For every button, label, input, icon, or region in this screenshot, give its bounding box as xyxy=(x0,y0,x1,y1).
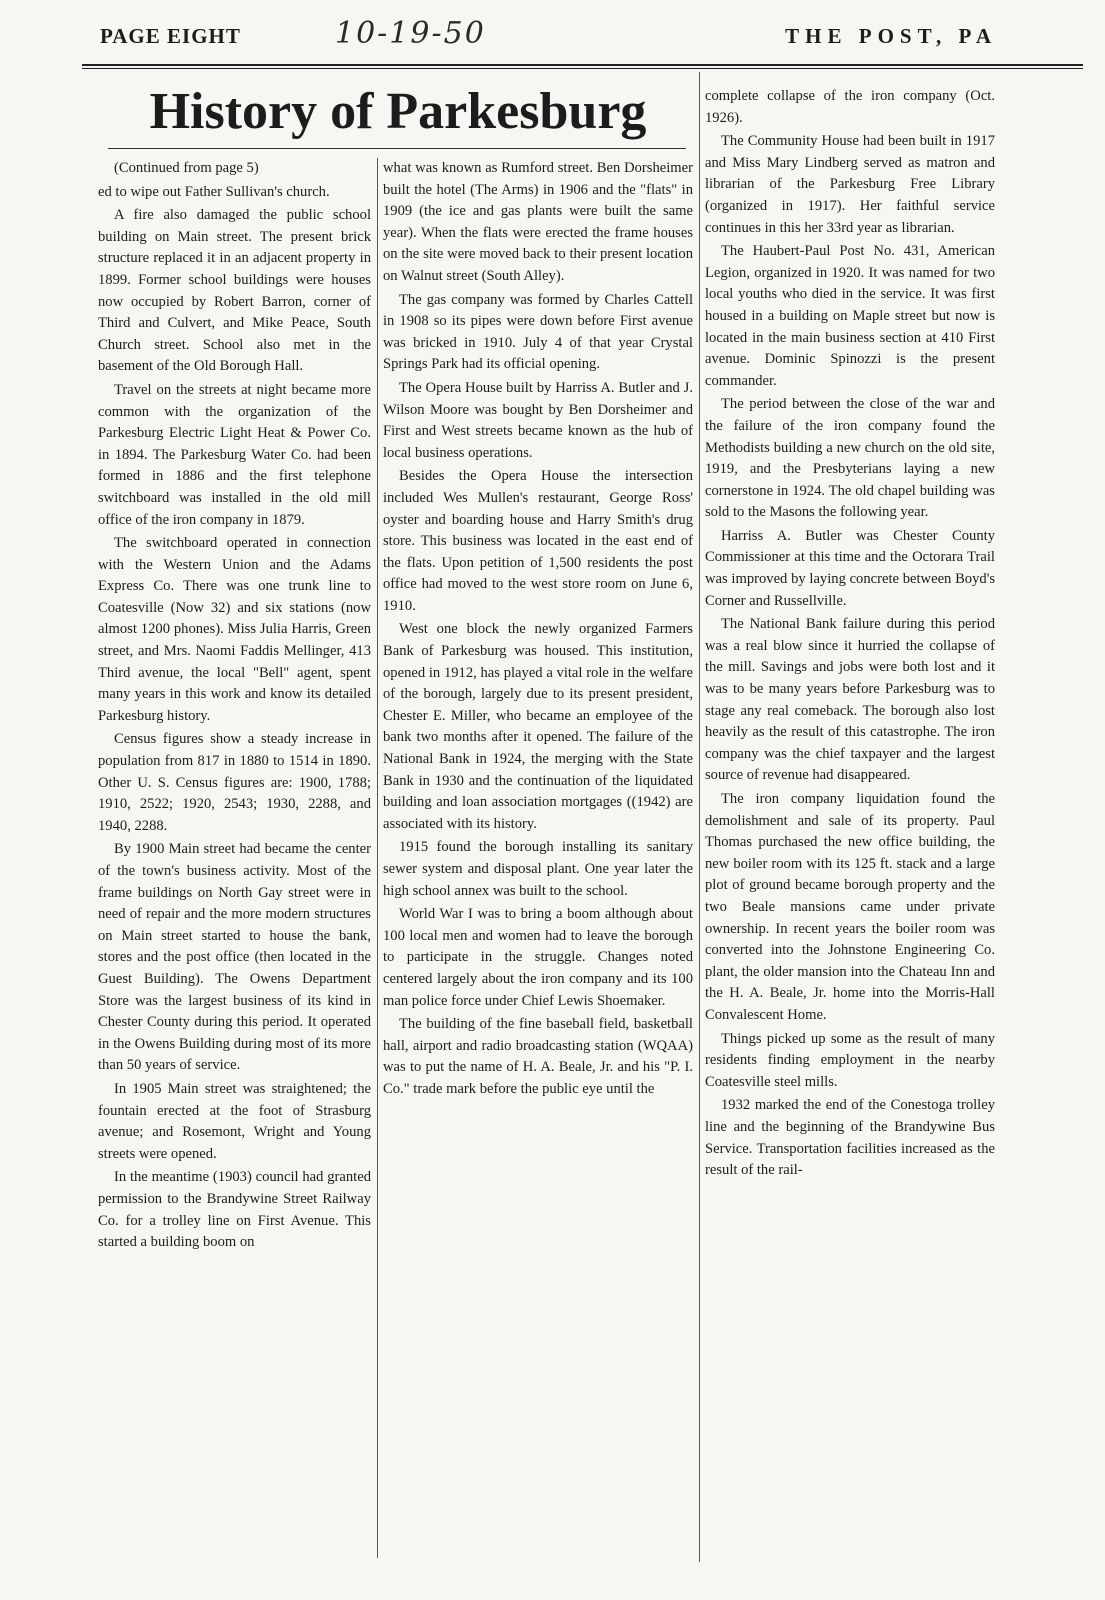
handwritten-date: 10-19-50 xyxy=(335,16,486,51)
paragraph: what was known as Rumford street. Ben Dorsheimer built the hotel (The Arms) in 1906 and the "flats" in 1909 (the ice and gas plants were built the same year). When the flats were erected the frame houses on the site were moved back to their present location on Walnut street (South Alley). xyxy=(383,160,693,284)
paragraph: The Opera House built by Harriss A. Butler and J. Wilson Moore was bought by Ben Dorsheimer and First and West streets became known as the hub of local business operations. xyxy=(383,379,693,461)
continued-note: (Continued from page 5) xyxy=(114,160,259,176)
paragraph: Travel on the streets at night became more common with the organization of the Parkesburg Electric Light Heat & Power Co. in 1894. The Parkesburg Water Co. had been formed in 1886 and the first telephone switchboard was installed in the old mill office of the iron company in 1879. xyxy=(98,381,371,528)
paragraph: The period between the close of the war and the failure of the iron company found the Methodists building a new church on the old site, 1919, and the Presbyterians laying a new cornerstone in 1924. The old chapel building was sold to the Masons the following year. xyxy=(705,396,995,521)
paragraph: Census figures show a steady increase in population from 817 in 1880 to 1514 in 1890. Other U. S. Census figures are: 1900, 1788; 1910, 2522; 1920, 2543; 1930, 2288, and 1940, 2288. xyxy=(98,731,371,834)
article-column-2 xyxy=(383,158,693,1103)
paragraph: West one block the newly organized Farmers Bank of Parkesburg was housed. This institution, opened in 1912, has played a vital role in the welfare of the borough, largely due to its present president, Chester E. Miller, who became an employee of the bank two months after it opened. The failure of the National Bank in 1924, the merging with the State Bank in 1930 and the continuation of the liquidated building and loan association mortgages ((1942) are associated with its history. xyxy=(383,621,693,832)
header-rule-thick xyxy=(82,64,1083,66)
paragraph: By 1900 Main street had became the center of the town's business activity. Most of the frame buildings on North Gay street were in need of repair and the more modern structures on Main street started to house the bank, stores and the post office (then located in the Guest Building). The Owens Department Store was the largest business of its kind in Chester County during this period. It operated in the Owens Building during most of its more than 50 years of service. xyxy=(98,841,371,1074)
article-headline: History of Parkesburg xyxy=(149,83,647,140)
paragraph: The switchboard operated in connection with the Western Union and the Adams Express Co. There was one trunk line to Coatesville (Now 32) and six stations (now almost 1200 phones). Miss Julia Harris, Green street, and Mrs. Naomi Faddis Mellinger, 413 Third avenue, the local "Bell" agent, spent many years in this work and know its detailed Parkesburg history. xyxy=(98,535,371,724)
paragraph: 1932 marked the end of the Conestoga trolley line and the beginning of the Brandywine Bus Service. Transportation facilities increased as the result of the rail- xyxy=(705,1097,995,1179)
column-divider xyxy=(377,158,378,1558)
paragraph: 1915 found the borough installing its sanitary sewer system and disposal plant. One year later the high school annex was built to the school. xyxy=(383,839,693,899)
paragraph: World War I was to bring a boom although about 100 local men and women had to leave the borough to participate in the struggle. Changes noted centered largely about the iron company and its 100 man police force under Chief Lewis Shoemaker. xyxy=(383,906,693,1009)
paragraph: The building of the fine baseball field, basketball hall, airport and radio broadcasting station (WQAA) was to put the name of H. A. Beale, Jr. and his "P. I. Co." trade mark before the public eye until the xyxy=(383,1016,693,1097)
paragraph: complete collapse of the iron company (Oct. 1926). xyxy=(705,88,995,126)
paragraph: The iron company liquidation found the demolishment and sale of its property. Paul Thomas purchased the new office building, the new boiler room with its 125 ft. stack and a large plot of ground became borough property and the two Beale mansions came under private ownership. In recent years the boiler room was converted into the Johnstone Engineering Co. plant, the older mansion into the Chateau Inn and the H. A. Beale, Jr. home into the Morris-Hall Convalescent Home. xyxy=(705,791,995,1023)
page-header xyxy=(100,16,997,56)
page-label: PAGE EIGHT xyxy=(100,24,241,48)
headline-rule xyxy=(108,148,686,149)
header-rule-thin xyxy=(82,68,1083,69)
article-column-3 xyxy=(705,86,995,1184)
paragraph: Harriss A. Butler was Chester County Commissioner at this time and the Octorara Trail was improved by laying concrete between Boyd's Corner and Russellville. xyxy=(705,527,995,609)
paragraph: Besides the Opera House the intersection included Wes Mullen's restaurant, George Ross' oyster and boarding house and Harry Smith's drug store. This business was located in the east end of the flats. Upon petition of 1,500 residents the post office had moved to the west store room on June 6, 1910. xyxy=(383,468,693,614)
paragraph: In 1905 Main street was straightened; the fountain erected at the foot of Strasburg avenue; and Rosemont, Wright and Young streets were opened. xyxy=(98,1080,371,1162)
paragraph: The Haubert-Paul Post No. 431, American Legion, organized in 1920. It was named for two local youths who died in the service. It was first housed in a building on Maple street but now is located in the main business section at 410 First avenue. Dominic Spinozzi is the present commander. xyxy=(705,243,995,389)
paragraph: The National Bank failure during this period was a real blow since it hurried the collapse of the mill. Savings and jobs were both lost and it was to be many years before Parkesburg was to stage any real comeback. The borough also lost heavily as the result of this catastrophe. The iron company was the chief taxpayer and the largest source of revenue had disappeared. xyxy=(705,616,995,784)
newspaper-name: THE POST, PA xyxy=(785,24,997,48)
paragraph: The gas company was formed by Charles Cattell in 1908 so its pipes were down before First avenue was bricked in 1910. July 4 of that year Crystal Springs Park had its official opening. xyxy=(383,291,693,373)
paragraph: A fire also damaged the public school building on Main street. The present brick structure replaced it in an adjacent property in 1899. Former school buildings were houses now occupied by Robert Barron, corner of Third and Culvert, and Mike Peace, South Church street. School also met in the basement of the Old Borough Hall. xyxy=(98,207,371,375)
paragraph: The Community House had been built in 1917 and Miss Mary Lindberg served as matron and librarian of the Parkesburg Free Library (organized in 1917). Her faithful service continues in this her 33rd year as librarian. xyxy=(705,133,995,236)
paragraph: In the meantime (1903) council had granted permission to the Brandywine Street Railway Co. for a trolley line on First Avenue. This started a building boom on xyxy=(98,1169,371,1251)
paragraph: ed to wipe out Father Sullivan's church. xyxy=(98,183,330,200)
article-column-1 xyxy=(98,158,371,1256)
paragraph: Things picked up some as the result of many residents finding employment in the nearby Coatesville steel mills. xyxy=(705,1030,995,1090)
column-divider xyxy=(699,72,700,1562)
